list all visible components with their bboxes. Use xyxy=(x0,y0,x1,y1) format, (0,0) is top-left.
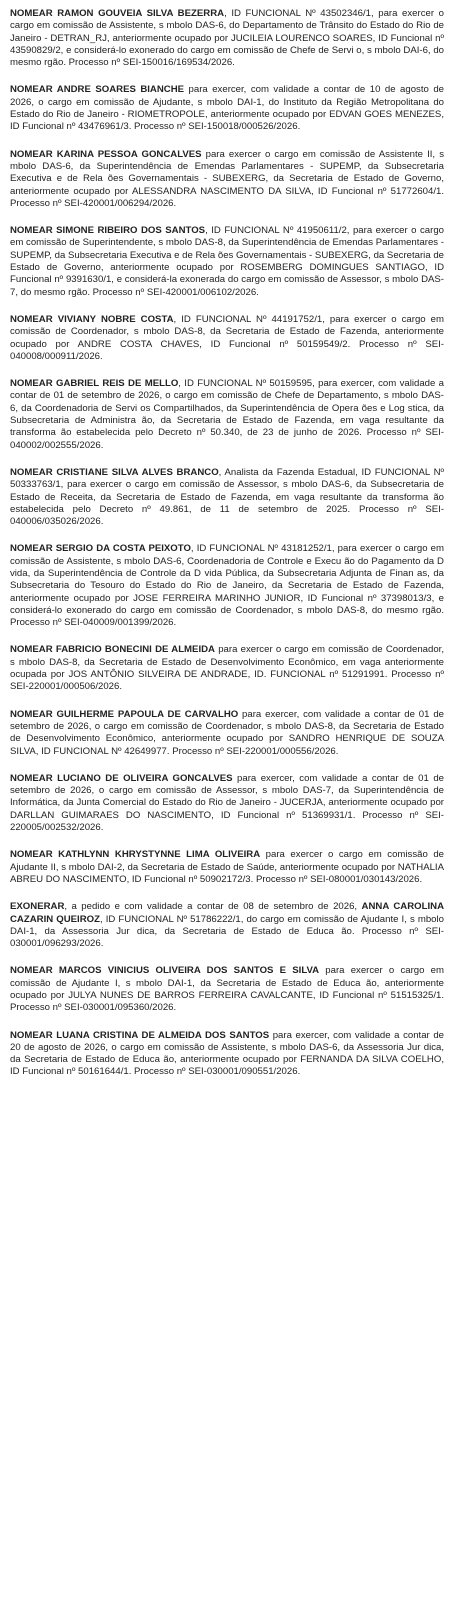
appointment-action: NOMEAR KARINA PESSOA GONCALVES xyxy=(10,148,202,160)
appointment-action: NOMEAR LUANA CRISTINA DE ALMEIDA DOS SANTOS xyxy=(10,1029,270,1041)
paragraph-3 xyxy=(10,149,444,210)
appointment-action: NOMEAR CRISTIANE SILVA ALVES BRANCO xyxy=(10,466,219,478)
appointment-action: NOMEAR MARCOS VINICIUS OLIVEIRA DOS SANTOS E SILVA xyxy=(10,965,320,977)
paragraph-text: , ID FUNCIONAL Nº 50159595, para exercer, com validade a contar de 01 de setembro de 2026, o cargo em comissão de Chefe de Departamento, s mbolo DAS-6, da Coordenadoria de Servi os Compartilhados, da Superintendência de Opera ões e Log stica, da Subsecretaria de Administra ão, da Secretaria de Estado de Fazenda, em vaga resultante da transforma ão estabelecida pelo Decreto nº 50.340, de 23 de junho de 2026. Processo nº SEI-040002/002555/2026. xyxy=(10,378,445,451)
paragraph-text: , ID FUNCIONAL Nº 43502346/1, para exercer o cargo em comissão de Assistente, s mbolo DAS-6, do Departamento de Trânsito do Estado do Rio de Janeiro - DETRAN_RJ, anteriormente ocupado por JUCILEIA LOURENCO SOARES, ID Funcional nº 43590829/2, e considerá-lo exonerado do cargo em comissão de Chefe de Servi o, s mbolo DAI-6, do mesmo rgão. Processo nº SEI-150016/169534/2026. xyxy=(10,8,444,69)
paragraph-text: , ID FUNCIONAL Nº 44191752/1, para exercer o cargo em comissão de Coordenador, s mbolo DAS-8, da Secretaria de Estado de Fazenda, anteriormente ocupado por ANDRE COSTA CHAVES, ID Funcional nº 50159549/2. Processo nº SEI-040008/000911/2026. xyxy=(10,313,444,362)
paragraph-1 xyxy=(10,8,444,69)
paragraph-text: para exercer o cargo em comissão de Ajudante I, s mbolo DAI-1, da Secretaria de Estado de Educa ão, anteriormente ocupado por JULYA NUNES DE BARROS FERREIRA CAVALCANTE, ID Funcional nº 51515325/1. Processo nº SEI-030001/095360/2026. xyxy=(10,965,444,1014)
appointment-action: NOMEAR RAMON GOUVEIA SILVA BEZERRA xyxy=(10,8,225,19)
appointment-action: NOMEAR LUCIANO DE OLIVEIRA GONCALVES xyxy=(10,772,233,784)
appointment-action: NOMEAR GABRIEL REIS DE MELLO xyxy=(10,378,179,390)
paragraph-13 xyxy=(10,901,444,950)
paragraph-text: , ID FUNCIONAL Nº 43181252/1, para exercer o cargo em comissão de Assistente, s mbolo DAS-6, Coordenadoria de Controle e Execu ão do Pagamento da D vida, da Superintendência de Controle da D vida Pública, da Subsecretaria Adjunta de Finan as, da Subsecretaria do Tesouro do Estado do Rio de Janeiro, da Secretaria de Estado de Fazenda, anteriormente ocupado por JOSE FERREIRA MARINHO JUNIOR, ID Funcional nº 37398013/3, e considerá-lo exonerado do cargo em comissão de Coordenador, s mbolo DAS-8, do mesmo rgão. Processo nº SEI-040009/001399/2026. xyxy=(10,543,444,629)
exoneration-action: EXONERAR xyxy=(10,901,65,913)
appointment-action: NOMEAR SIMONE RIBEIRO DOS SANTOS xyxy=(10,225,206,237)
paragraph-12 xyxy=(10,849,444,886)
appointment-action: NOMEAR FABRICIO BONECINI DE ALMEIDA xyxy=(10,644,215,656)
paragraph-9 xyxy=(10,644,444,693)
paragraph-15 xyxy=(10,1030,444,1079)
paragraph-6 xyxy=(10,378,444,452)
paragraph-text: para exercer o cargo em comissão de Assistente II, s mbolo DAS-6, da Superintendência de Emendas Parlamentares - SUPEMP, da Subsecretaria Executiva e de Rela ões Governamentais - SUBEXERG, da Secretaria de Estado de Governo, anteriormente ocupado por ALESSANDRA NASCIMENTO DA SILVA, ID Funcional nº 51772604/1. Processo nº SEI-420001/006294/2026. xyxy=(10,148,444,209)
paragraph-2 xyxy=(10,84,444,133)
paragraph-text: , a pedido e com validade a contar de 08 de setembro de 2026, xyxy=(64,901,362,913)
person-name: ANNA CAROLINA CAZARIN QUEIROZ xyxy=(10,901,444,925)
paragraph-text: para exercer, com validade a contar de 01 de setembro de 2026, o cargo em comissão de Coordenador, s mbolo DAS-8, da Secretaria de Estado de Desenvolvimento Econômico, anteriormente ocupado por SANDRO HENRIQUE DE SOUZA SILVA, ID FUNCIONAL Nº 42649977. Processo nº SEI-220001/000556/2026. xyxy=(10,708,444,757)
appointment-action: NOMEAR SERGIO DA COSTA PEIXOTO xyxy=(10,543,191,555)
paragraph-11 xyxy=(10,773,444,834)
paragraph-text: , ID FUNCIONAL Nº 41950611/2, para exercer o cargo em comissão de Superintendente, s mbolo DAS-8, da Superintendência de Emendas Parlamentares - SUPEMP, da Subsecretaria Executiva e de Rela ões Governamentais - SUBEXERG, da Secretaria de Estado de Governo, anteriormente ocupado por ROSEMBERG DOMINGUES SANTIAGO, ID Funcional nº 9391630/1, e considerá-la exonerada do cargo em comissão de Assessor, s mbolo DAS-7, do mesmo rgão. Processo nº SEI-420001/006102/2026. xyxy=(10,225,444,298)
paragraph-text: para exercer, com validade a contar de 20 de agosto de 2026, o cargo em comissão de Assistente, s mbolo DAS-6, da Assessoria Jur dica, da Secretaria de Estado de Educa ão, anteriormente ocupado por FERNANDA DA SILVA COELHO, ID Funcional nº 50161644/1. Processo nº SEI-030001/090551/2026. xyxy=(10,1029,444,1078)
paragraph-8 xyxy=(10,543,444,629)
appointment-action: NOMEAR ANDRE SOARES BIANCHE xyxy=(10,84,185,96)
appointment-action: NOMEAR VIVIANY NOBRE COSTA xyxy=(10,313,174,325)
paragraph-text: , ID FUNCIONAL Nº 51786222/1, do cargo em comissão de Ajudante I, s mbolo DAI-1, da Assessoria Jur dica, da Secretaria de Estado de Educa ão. Processo nº SEI-030001/096293/2026. xyxy=(10,913,444,950)
appointment-action: NOMEAR GUILHERME PAPOULA DE CARVALHO xyxy=(10,708,239,720)
paragraph-7 xyxy=(10,467,444,528)
paragraph-5 xyxy=(10,314,444,363)
paragraph-text: para exercer, com validade a contar de 01 de setembro de 2026, o cargo em comissão de Assessor, s mbolo DAS-7, da Superintendência de Informática, da Junta Comercial do Estado do Rio de Janeiro - JUCERJA, anteriormente ocupado por DARLLAN GUIMARAES DO NASCIMENTO, ID Funcional nº 51369931/1. Processo nº SEI-220005/002532/2026. xyxy=(10,772,444,834)
paragraph-text: para exercer o cargo em comissão de Coordenador, s mbolo DAS-8, da Secretaria de Estado de Desenvolvimento Econômico, em vaga anteriormente ocupada por JOS ANTÔNIO SILVEIRA DE ANDRADE, ID. FUNCIONAL nº 51291991. Processo nº SEI-220001/000506/2026. xyxy=(10,644,445,693)
paragraph-4 xyxy=(10,225,444,299)
appointment-action: NOMEAR KATHLYNN KHRYSTYNNE LIMA OLIVEIRA xyxy=(10,849,261,861)
paragraph-text: para exercer o cargo em comissão de Ajudante II, s mbolo DAI-2, da Secretaria de Estado de Saúde, anteriormente ocupado por NATHALIA ABREU DO NASCIMENTO, ID Funcional nº 50902172/3. Processo nº SEI-080001/030143/2026. xyxy=(10,849,445,885)
paragraph-text: , Analista da Fazenda Estadual, ID FUNCIONAL Nº 50333763/1, para exercer o cargo em comissão de Assessor, s mbolo DAS-6, da Subsecretaria de Estado de Receita, da Secretaria de Estado de Fazenda, em vaga resultante da transforma ão estabelecida pelo Decreto nº 49.861, de 11 de setembro de 2025. Processo nº SEI-040006/035026/2026. xyxy=(10,466,444,528)
paragraph-14 xyxy=(10,965,444,1014)
paragraph-10 xyxy=(10,709,444,758)
paragraph-text: para exercer, com validade a contar de 10 de agosto de 2026, o cargo em comissão de Ajudante, s mbolo DAI-1, do Instituto da Região Metropolitana do Estado do Rio de Janeiro - RIOMETROPOLE, anteriormente ocupado por EDVAN GOES MENEZES, ID Funcional nº 43476961/3. Processo nº SEI-150018/000526/2026. xyxy=(10,84,444,133)
